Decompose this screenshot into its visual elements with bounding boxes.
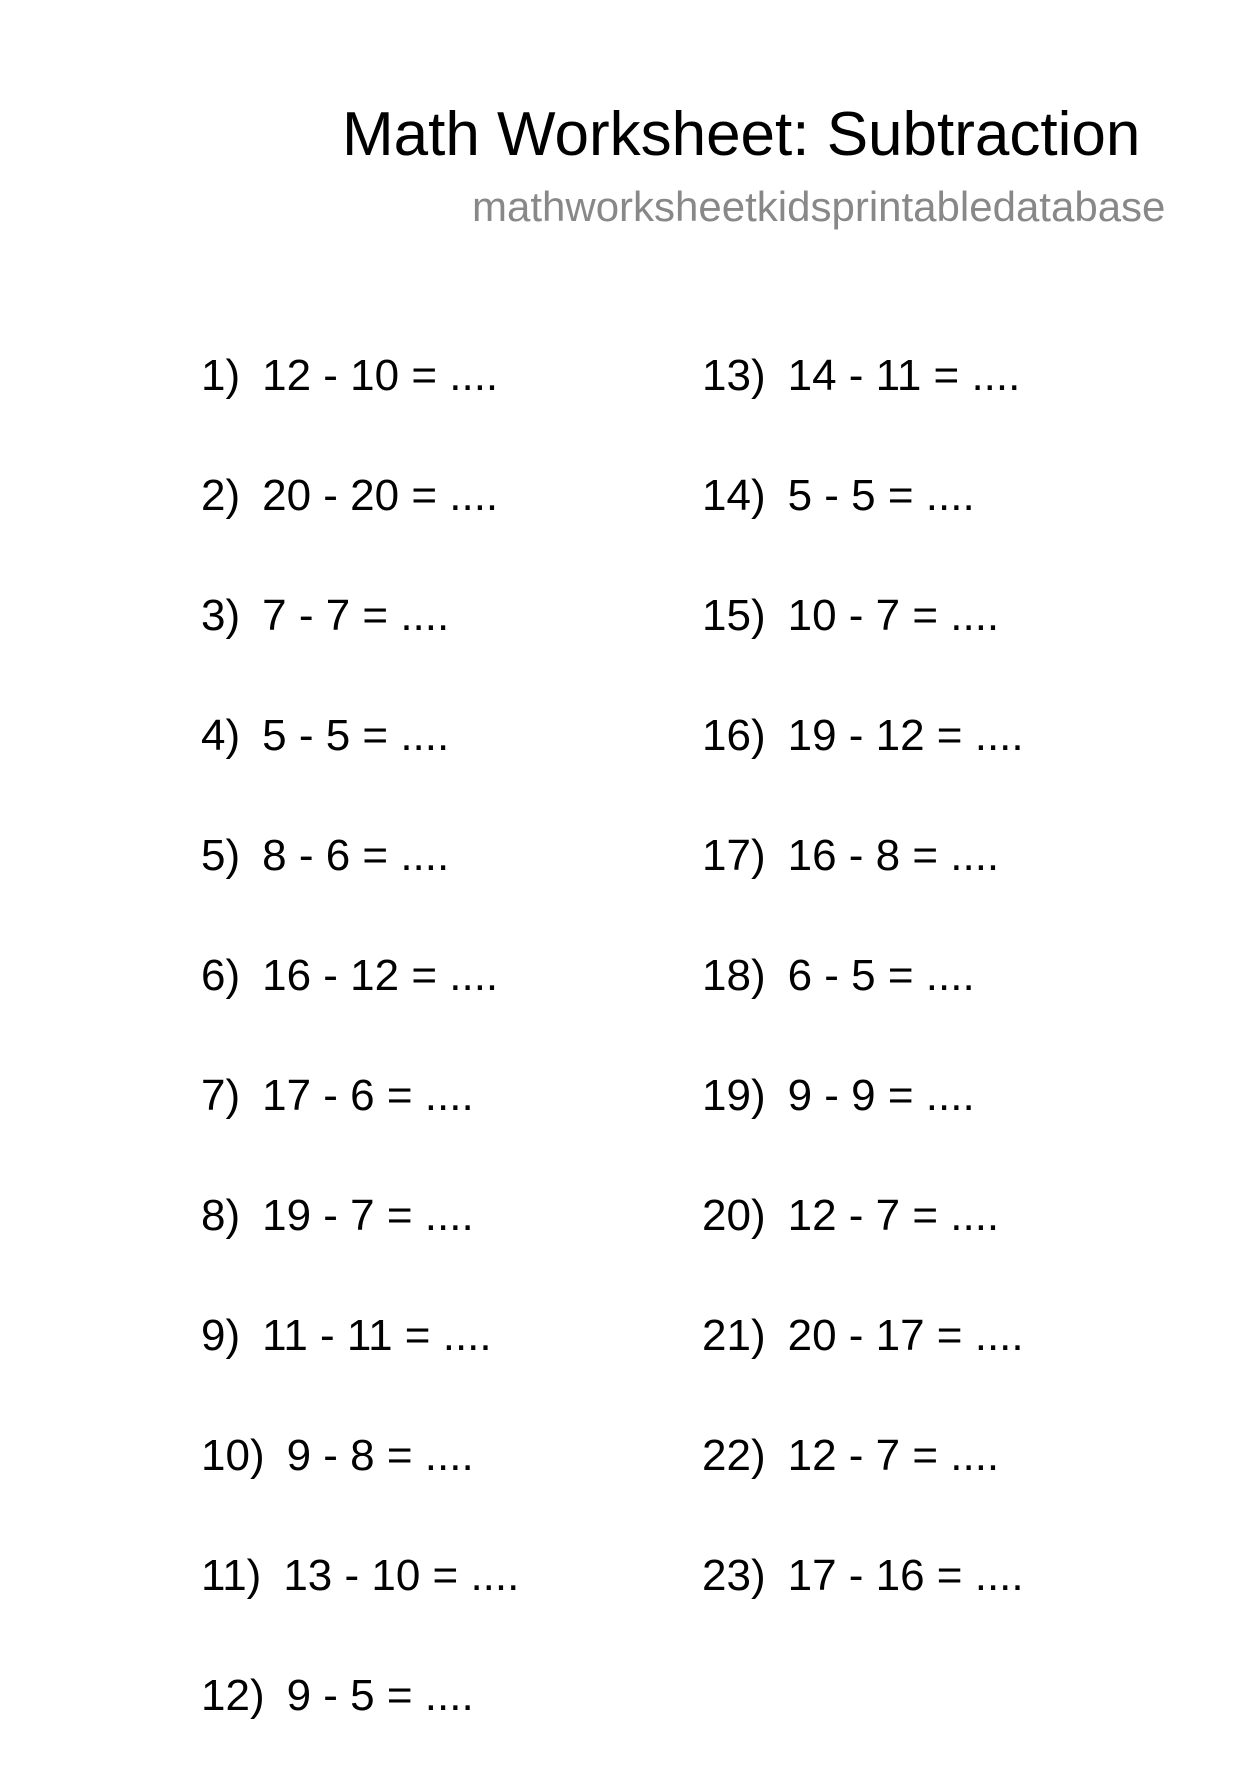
- problem-expression: 9 - 5 = ....: [286, 1671, 474, 1720]
- problem-expression: 9 - 8 = ....: [286, 1431, 474, 1480]
- problem-number: 10): [201, 1431, 265, 1480]
- problem-number: 19): [702, 1071, 766, 1120]
- problem-expression: 11 - 11 = ....: [262, 1311, 492, 1360]
- problem-22: [702, 1428, 1024, 1548]
- worksheet-title: Math Worksheet: Subtraction: [342, 100, 1141, 169]
- problem-number: 14): [702, 471, 766, 520]
- problem-number: 4): [201, 711, 241, 760]
- problems-left-column: [201, 348, 519, 1788]
- problem-16: [702, 708, 1024, 828]
- problem-23: [702, 1548, 1024, 1668]
- problem-10: [201, 1428, 519, 1548]
- problem-13: [702, 348, 1024, 468]
- problem-20: [702, 1188, 1024, 1308]
- problem-17: [702, 828, 1024, 948]
- problem-expression: 19 - 7 = ....: [262, 1191, 474, 1240]
- problem-number: 11): [201, 1551, 262, 1600]
- problem-4: [201, 708, 519, 828]
- problem-number: 13): [702, 351, 766, 400]
- problem-expression: 20 - 20 = ....: [262, 471, 499, 520]
- problem-number: 12): [201, 1671, 265, 1720]
- problem-expression: 13 - 10 = ....: [283, 1551, 520, 1600]
- problem-1: [201, 348, 519, 468]
- problem-3: [201, 588, 519, 708]
- problem-expression: 17 - 6 = ....: [262, 1071, 474, 1120]
- problem-14: [702, 468, 1024, 588]
- problem-expression: 5 - 5 = ....: [262, 711, 450, 760]
- problem-expression: 6 - 5 = ....: [787, 951, 975, 1000]
- problem-expression: 12 - 7 = ....: [787, 1431, 1000, 1480]
- problem-number: 1): [201, 351, 241, 400]
- problem-number: 5): [201, 831, 241, 880]
- problem-8: [201, 1188, 519, 1308]
- problem-number: 16): [702, 711, 766, 760]
- problem-number: 17): [702, 831, 766, 880]
- problem-7: [201, 1068, 519, 1188]
- problem-number: 8): [201, 1191, 241, 1240]
- problem-6: [201, 948, 519, 1068]
- problem-2: [201, 468, 519, 588]
- problem-expression: 5 - 5 = ....: [787, 471, 975, 520]
- problem-number: 20): [702, 1191, 766, 1240]
- problem-expression: 20 - 17 = ....: [787, 1311, 1024, 1360]
- problem-number: 21): [702, 1311, 766, 1360]
- problem-12: [201, 1668, 519, 1788]
- problem-number: 18): [702, 951, 766, 1000]
- problem-19: [702, 1068, 1024, 1188]
- problem-expression: 16 - 8 = ....: [787, 831, 1000, 880]
- problem-expression: 12 - 7 = ....: [787, 1191, 1000, 1240]
- problem-5: [201, 828, 519, 948]
- problem-expression: 17 - 16 = ....: [787, 1551, 1024, 1600]
- problem-number: 22): [702, 1431, 766, 1480]
- problem-expression: 7 - 7 = ....: [262, 591, 450, 640]
- problem-expression: 12 - 10 = ....: [262, 351, 499, 400]
- problem-number: 23): [702, 1551, 766, 1600]
- problem-number: 2): [201, 471, 241, 520]
- problems-right-column: [702, 348, 1024, 1668]
- problem-15: [702, 588, 1024, 708]
- problem-expression: 10 - 7 = ....: [787, 591, 1000, 640]
- problem-18: [702, 948, 1024, 1068]
- problem-11: [201, 1548, 519, 1668]
- problem-number: 15): [702, 591, 766, 640]
- problem-expression: 8 - 6 = ....: [262, 831, 450, 880]
- problem-number: 3): [201, 591, 241, 640]
- problem-expression: 9 - 9 = ....: [787, 1071, 975, 1120]
- problem-number: 9): [201, 1311, 241, 1360]
- problem-number: 7): [201, 1071, 241, 1120]
- problem-expression: 19 - 12 = ....: [787, 711, 1024, 760]
- problem-9: [201, 1308, 519, 1428]
- problem-expression: 16 - 12 = ....: [262, 951, 499, 1000]
- problem-21: [702, 1308, 1024, 1428]
- problem-expression: 14 - 11 = ....: [787, 351, 1021, 400]
- problem-number: 6): [201, 951, 241, 1000]
- worksheet-source: mathworksheetkidsprintabledatabase: [472, 183, 1166, 230]
